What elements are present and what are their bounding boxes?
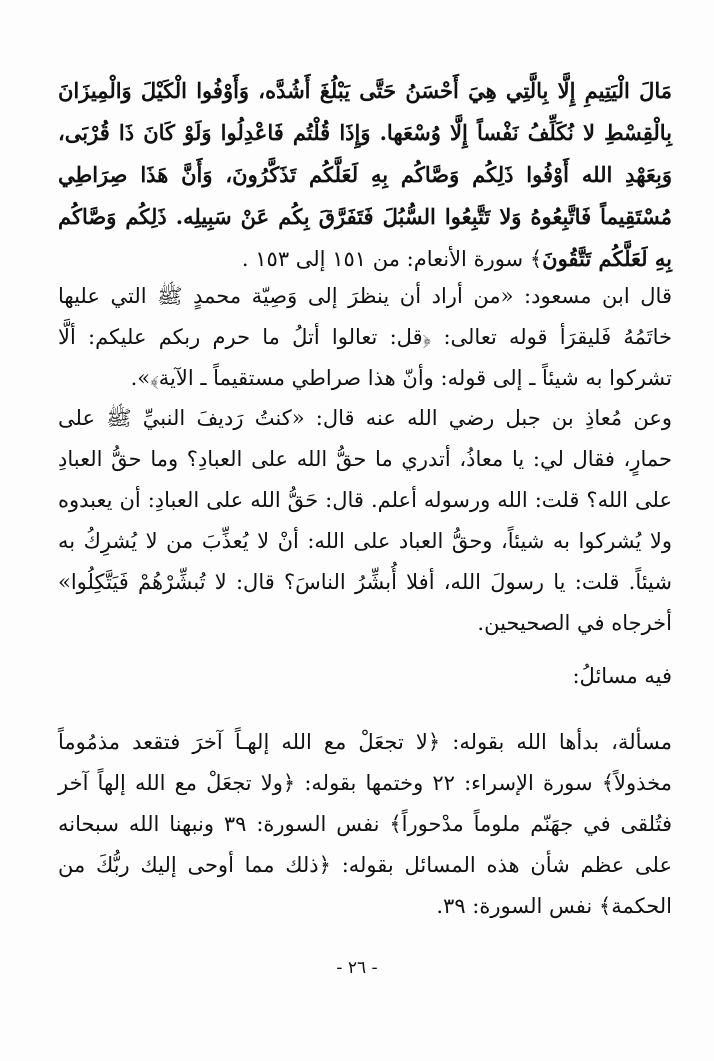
masala-paragraph xyxy=(58,722,714,927)
quran-verse-text: مَالَ الْيَتِيمِ إِلَّا بِالَّتِي هِيَ أَحْسَنُ حَتَّى يَبْلُغَ أَشُدَّه، وَأَوْفُوا الْكَيْلَ وَالْمِيزَانَ بِالْقِسْطِ لا نُكَلِّفُ نَفْساً إِلَّا وُسْعَها. وَإِذَا قُلْتُم فَاعْدِلُوا وَلَوْ كَانَ ذَا قُرْبَى، وَبِعَهْدِ الله أَوْفُوا ذَلِكُم وَصَّاكُم بِهِ لَعَلَّكُم تَذَكَّرُونَ، وَأَنَّ هَذَا صِرَاطِي مُسْتَقِيماً فَاتَّبِعُوهُ وَلا تَتَّبِعُوا السُّبُلَ فَتَفَرَّقَ بِكُم عَنْ سَبِيلِه. ذَلِكُم وَصَّاكُم بِهِ لَعَلَّكُم تَتَّقُونَ xyxy=(58,78,673,271)
verse-reference: ﴾ سورة الأنعام: من ١٥١ إلى ١٥٣ . xyxy=(241,247,543,271)
masala-text: مسألة، بدأها الله بقوله: ﴿لا تجعَلْ مع الله إلهـاً آخرَ فتقعد مذمُوماً مخذولاً﴾ سورة الإسراء: ٢٢ وختمها بقوله: ﴿ولا تجعَلْ مع الله إلهاً آخر فتُلقى في جهَنّم ملوماً مدْحوراً﴾ نفس السورة: ٣٩ ونبهنا الله سبحانه على عظم شأن هذه المسائل بقوله: ﴿ذلك مما أوحى إليك ربُّكَ من الحكمة﴾ نفس السورة: ٣٩. xyxy=(58,730,672,918)
muadh-hadith-text: وعن مُعاذِ بن جبل رضي الله عنه قال: «كنتُ رَديفَ النبيِّ ﷺ على حمارٍ، فقال لي: يا معاذُ، أتدري ما حقُّ الله على العبادِ؟ وما حقُّ العبادِ على الله؟ قلت: الله ورسوله أعلم. قال: حَقُّ الله على العبادِ: أن يعبدوه ولا يُشركوا به شيئاً، وحقُّ العباد على الله: أنْ لا يُعذِّبَ من لا يُشرِكُ به شيئاً. قلت: يا رسولَ الله، أفلا أُبشِّرُ الناسَ؟ قال: لا تُبشِّرْهُمْ فَيَتَّكِلُوا» أخرجاه في الصحيحين. xyxy=(58,406,672,635)
page-number: - ٢٦ - xyxy=(336,958,378,978)
ibn-masud-text: قال ابن مسعود: «من أراد أن ينظرَ إلى وَصِيّة محمدٍ ﷺ التي عليها خاتَمُهُ فَليقرَأ قوله تعالى: ﴿قل: تعالوا أتلُ ما حرم ربكم عليكم: ألَّا تشركوا به شيئاً ـ إلى قوله: وأنّ هذا صراطي مستقيماً ـ الآية﴾». xyxy=(58,284,672,390)
quran-verse-paragraph xyxy=(58,70,672,280)
masail-heading-text: فيه مسائلُ: xyxy=(572,664,672,688)
muadh-hadith-paragraph xyxy=(58,398,714,644)
masail-heading xyxy=(58,656,714,697)
quran-verse-block xyxy=(58,70,672,280)
ibn-masud-paragraph xyxy=(58,276,714,399)
